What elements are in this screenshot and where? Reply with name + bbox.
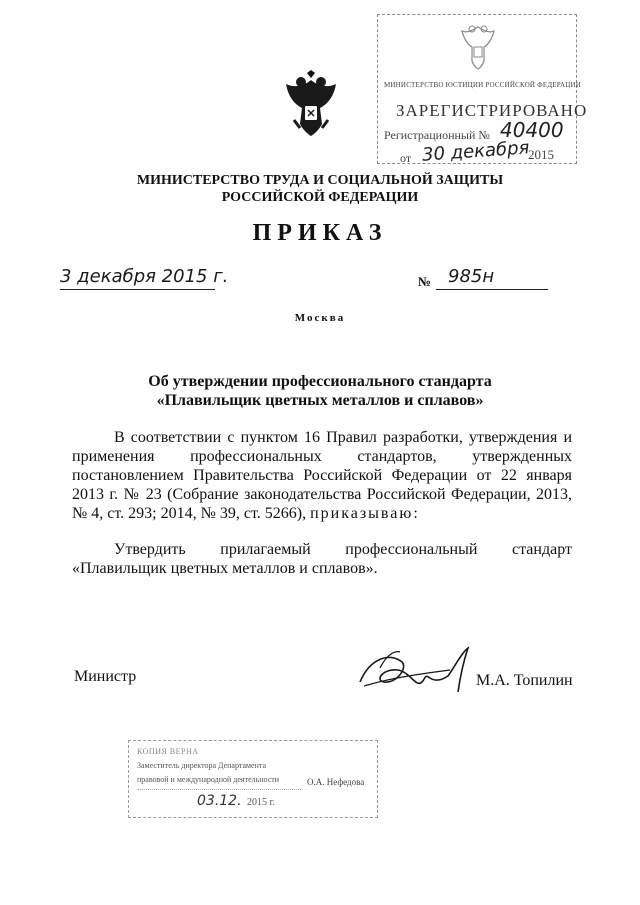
registration-stamp [377, 14, 588, 166]
stamp-status: ЗАРЕГИСТРИРОВАНО [396, 101, 588, 120]
stamp-date-prefix: от [400, 151, 412, 165]
copy-stamp-year: 2015 г. [247, 797, 275, 808]
copy-stamp-date: 03.12. [197, 793, 242, 809]
copy-stamp-divider [137, 789, 301, 790]
body-paragraph [72, 428, 572, 523]
signatory-name: М.А. Топилин [476, 672, 573, 689]
stamp-ministry: МИНИСТЕРСТВО ЮСТИЦИИ РОССИЙСКОЙ ФЕДЕРАЦИИ [384, 81, 581, 89]
subject-title [120, 372, 520, 410]
subject-line-1: Об утверждении профессионального стандарта [148, 373, 492, 390]
ministry-line-1: МИНИСТЕРСТВО ТРУДА И СОЦИАЛЬНОЙ ЗАЩИТЫ [136, 173, 504, 188]
order-number: 985н [448, 266, 495, 287]
order-date: 3 декабря 2015 г. [60, 266, 229, 287]
number-underline [436, 289, 548, 290]
ministry-title [120, 172, 520, 206]
copy-stamp-name: О.А. Нефедова [307, 777, 365, 787]
subject-line-2: «Плавильщик цветных металлов и сплавов» [156, 392, 484, 409]
city: Москва [294, 312, 346, 324]
stamp-regno-label: Регистрационный № [384, 128, 490, 142]
copy-stamp-line-1: КОПИЯ ВЕРНА [137, 747, 199, 756]
signature [350, 638, 490, 702]
body-text: В соответствии с пунктом 16 Правил разработки, утверждения и применения профессиональных стандартов, утвержденных постановлением Правительства Российской Федерации от 22 января 2013 г. № 23 (Собрание законодательства Российской Федерации, 2013, № 4, ст. 293; 2014, № 39, ст. 5266), [72, 429, 572, 522]
stamp-date-value: 30 декабря [421, 137, 531, 166]
coat-of-arms-icon [282, 70, 340, 142]
copy-stamp-line-3: правовой и международной деятельности [137, 775, 280, 784]
document-type: ПРИКАЗ [252, 220, 388, 246]
number-sign: № [418, 274, 432, 289]
copy-certification-stamp [128, 740, 378, 818]
ministry-line-2: РОССИЙСКОЙ ФЕДЕРАЦИИ [221, 190, 419, 205]
stamp-regno-value: 40400 [500, 118, 564, 142]
order-word: приказываю: [310, 505, 420, 522]
approve-paragraph: Утвердить прилагаемый профессиональный стандарт «Плавильщик цветных металлов и сплавов». [72, 541, 572, 577]
date-underline [60, 289, 215, 290]
stamp-date-year: 2015 [528, 147, 554, 162]
signatory-title: Министр [74, 668, 137, 685]
coat-of-arms-icon [456, 21, 500, 73]
copy-stamp-line-2: Заместитель директора Департамента [137, 761, 267, 770]
